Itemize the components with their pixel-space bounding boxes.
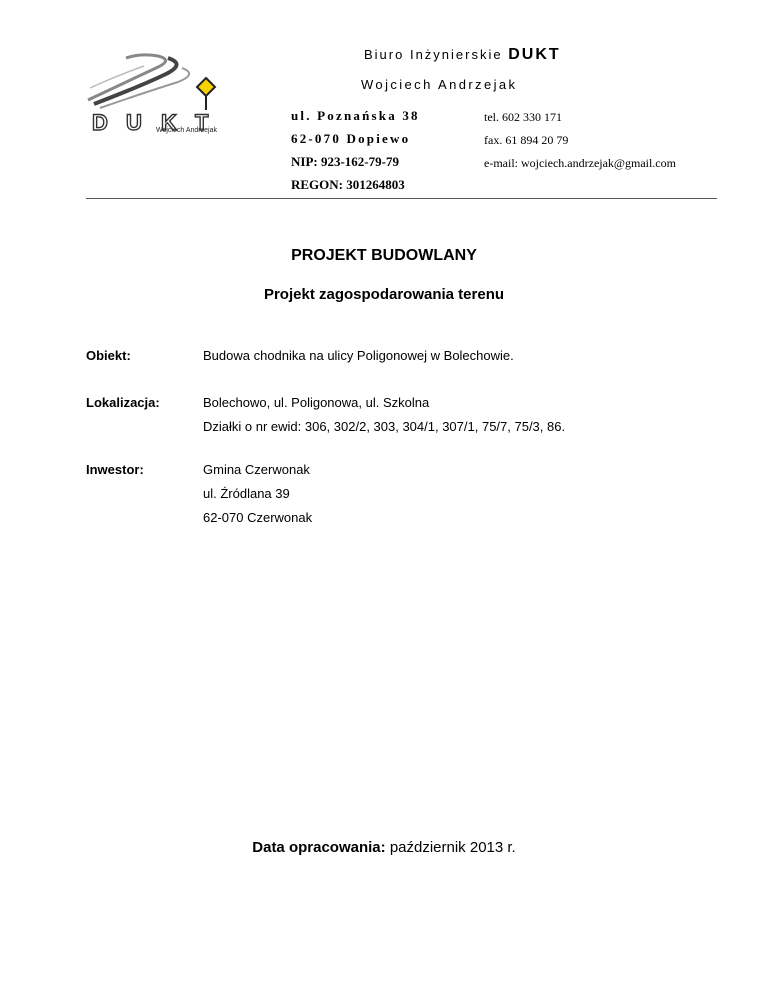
svg-text:K: K (161, 110, 177, 135)
lokalizacja-line-1: Bolechowo, ul. Poligonowa, ul. Szkolna (203, 395, 430, 410)
document-title: PROJEKT BUDOWLANY (291, 247, 477, 264)
inwestor-label: Inwestor: (86, 462, 144, 477)
inwestor-line-1: Gmina Czerwonak (203, 462, 310, 477)
date-label: Data opracowania: (252, 839, 386, 856)
svg-text:T: T (195, 110, 209, 135)
nip-number: NIP: 923-162-79-79 (291, 154, 399, 169)
obiekt-value: Budowa chodnika na ulicy Poligonowej w Bolechowie. (203, 348, 514, 363)
address-city: 62-070 Dopiewo (291, 131, 411, 146)
preparation-date (0, 839, 768, 856)
obiekt-label: Obiekt: (86, 348, 131, 363)
firm-name (364, 46, 561, 64)
address-street: ul. Poznańska 38 (291, 108, 420, 123)
lokalizacja-label: Lokalizacja: (86, 395, 160, 410)
date-value: październik 2013 r. (389, 839, 516, 856)
regon-number: REGON: 301264803 (291, 177, 405, 192)
document-subtitle: Projekt zagospodarowania terenu (263, 286, 505, 303)
header-divider (86, 198, 717, 199)
fax-number: fax. 61 894 20 79 (484, 133, 569, 147)
logo-caption: Wojciech Andrzejak (156, 127, 217, 134)
svg-text:D: D (92, 110, 108, 135)
svg-text:U: U (126, 110, 142, 135)
inwestor-line-3: 62-070 Czerwonak (203, 510, 313, 525)
firm-owner: Wojciech Andrzejak (361, 77, 518, 92)
firm-brand: DUKT (508, 46, 561, 63)
email-address: e-mail: wojciech.andrzejak@gmail.com (484, 156, 676, 170)
lokalizacja-line-2: Działki o nr ewid: 306, 302/2, 303, 304/1, 307/1, 75/7, 75/3, 86. (203, 419, 566, 434)
inwestor-line-2: ul. Źródlana 39 (203, 486, 290, 501)
firm-prefix: Biuro Inżynierskie (364, 47, 503, 62)
phone-number: tel. 602 330 171 (484, 110, 562, 124)
